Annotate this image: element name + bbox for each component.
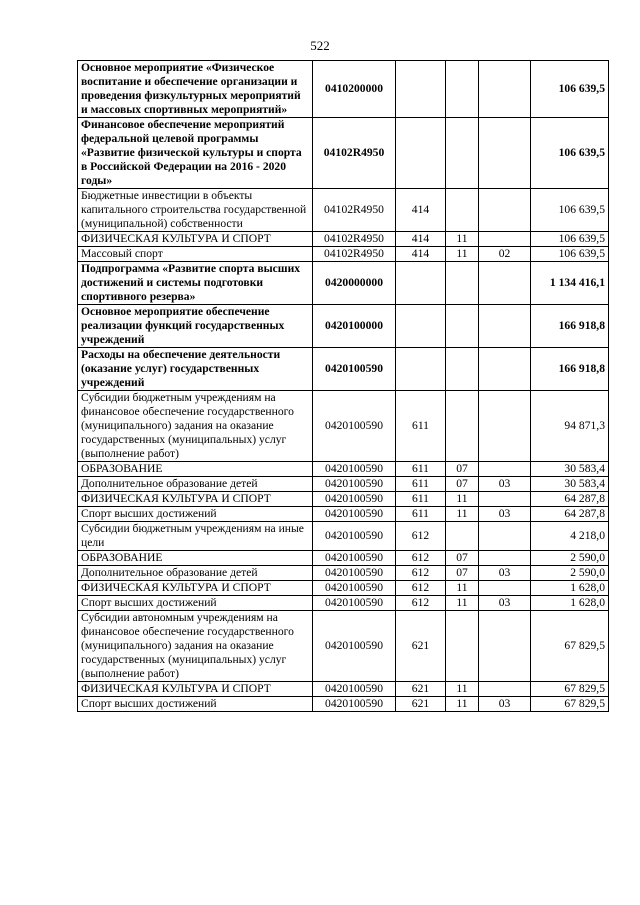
subsection	[479, 61, 531, 118]
amount: 2 590,0	[531, 551, 609, 566]
section: 07	[446, 462, 479, 477]
table-row	[78, 697, 609, 712]
row-name: Основное мероприятие обеспечение реализации функций государственных учреждений	[78, 305, 313, 348]
amount: 1 628,0	[531, 596, 609, 611]
expense-type: 414	[396, 247, 446, 262]
target-code: 0420100590	[313, 611, 396, 682]
target-code: 0420100590	[313, 682, 396, 697]
subsection: 03	[479, 596, 531, 611]
row-name: Расходы на обеспечение деятельности (оказание услуг) государственных учреждений	[78, 348, 313, 391]
amount: 64 287,8	[531, 492, 609, 507]
amount: 64 287,8	[531, 507, 609, 522]
amount: 2 590,0	[531, 566, 609, 581]
row-name: ОБРАЗОВАНИЕ	[78, 551, 313, 566]
amount: 1 134 416,1	[531, 262, 609, 305]
row-name: Субсидии бюджетным учреждениям на финансовое обеспечение государственного (муниципального) задания на оказание государственных (муниципальных) услуг (выполнение работ)	[78, 391, 313, 462]
row-name: Спорт высших достижений	[78, 697, 313, 712]
amount: 30 583,4	[531, 462, 609, 477]
expense-type: 414	[396, 189, 446, 232]
section: 11	[446, 596, 479, 611]
row-name: Субсидии автономным учреждениям на финансовое обеспечение государственного (муниципального) задания на оказание государственных (муниципальных) услуг (выполнение работ)	[78, 611, 313, 682]
subsection	[479, 611, 531, 682]
row-name: Финансовое обеспечение мероприятий федеральной целевой программы «Развитие физической культуры и спорта в Российской Федерации на 2016 - 2020 годы»	[78, 118, 313, 189]
subsection	[479, 492, 531, 507]
subsection	[479, 305, 531, 348]
section	[446, 262, 479, 305]
section: 11	[446, 697, 479, 712]
section	[446, 305, 479, 348]
expense-type: 414	[396, 232, 446, 247]
section: 07	[446, 477, 479, 492]
expense-type: 612	[396, 566, 446, 581]
budget-table-body	[78, 61, 609, 712]
target-code: 04102R4950	[313, 189, 396, 232]
subsection	[479, 682, 531, 697]
row-name: Массовый спорт	[78, 247, 313, 262]
target-code: 0420100590	[313, 507, 396, 522]
amount: 67 829,5	[531, 697, 609, 712]
section	[446, 348, 479, 391]
amount: 106 639,5	[531, 232, 609, 247]
target-code: 0420000000	[313, 262, 396, 305]
target-code: 0420100590	[313, 477, 396, 492]
row-name: ОБРАЗОВАНИЕ	[78, 462, 313, 477]
amount: 67 829,5	[531, 682, 609, 697]
target-code: 0420100590	[313, 492, 396, 507]
target-code: 0420100590	[313, 596, 396, 611]
target-code: 0410200000	[313, 61, 396, 118]
amount: 1 628,0	[531, 581, 609, 596]
expense-type	[396, 61, 446, 118]
subsection: 03	[479, 477, 531, 492]
section: 11	[446, 232, 479, 247]
row-name: Спорт высших достижений	[78, 596, 313, 611]
target-code: 0420100590	[313, 581, 396, 596]
subsection	[479, 348, 531, 391]
section	[446, 61, 479, 118]
section: 11	[446, 247, 479, 262]
row-name: Спорт высших достижений	[78, 507, 313, 522]
expense-type: 611	[396, 507, 446, 522]
table-row	[78, 682, 609, 697]
section	[446, 611, 479, 682]
expense-type: 612	[396, 581, 446, 596]
row-name: Дополнительное образование детей	[78, 477, 313, 492]
subsection: 03	[479, 566, 531, 581]
section: 07	[446, 566, 479, 581]
subsection	[479, 462, 531, 477]
target-code: 04102R4950	[313, 118, 396, 189]
table-row	[78, 118, 609, 189]
amount: 106 639,5	[531, 118, 609, 189]
subsection	[479, 189, 531, 232]
amount: 166 918,8	[531, 348, 609, 391]
page-number: 522	[310, 38, 330, 53]
row-name: ФИЗИЧЕСКАЯ КУЛЬТУРА И СПОРТ	[78, 492, 313, 507]
target-code: 0420100590	[313, 551, 396, 566]
expense-type	[396, 348, 446, 391]
expense-type	[396, 118, 446, 189]
expense-type: 621	[396, 682, 446, 697]
section	[446, 189, 479, 232]
table-row	[78, 305, 609, 348]
target-code: 0420100590	[313, 391, 396, 462]
table-row	[78, 551, 609, 566]
expense-type: 611	[396, 492, 446, 507]
target-code: 04102R4950	[313, 232, 396, 247]
amount: 106 639,5	[531, 189, 609, 232]
target-code: 0420100590	[313, 462, 396, 477]
subsection: 02	[479, 247, 531, 262]
expense-type: 621	[396, 611, 446, 682]
row-name: Бюджетные инвестиции в объекты капитального строительства государственной (муниципальной) собственности	[78, 189, 313, 232]
expense-type: 611	[396, 391, 446, 462]
target-code: 04102R4950	[313, 247, 396, 262]
expense-type: 611	[396, 462, 446, 477]
amount: 106 639,5	[531, 61, 609, 118]
amount: 106 639,5	[531, 247, 609, 262]
table-row	[78, 492, 609, 507]
row-name: Подпрограмма «Развитие спорта высших достижений и системы подготовки спортивного резерва»	[78, 262, 313, 305]
table-row	[78, 566, 609, 581]
subsection	[479, 581, 531, 596]
amount: 67 829,5	[531, 611, 609, 682]
section	[446, 522, 479, 551]
table-row	[78, 61, 609, 118]
section: 11	[446, 492, 479, 507]
subsection	[479, 551, 531, 566]
row-name: Основное мероприятие «Физическое воспитание и обеспечение организации и проведения физкультурных мероприятий и массовых спортивных мероприятий»	[78, 61, 313, 118]
table-row	[78, 348, 609, 391]
table-row	[78, 247, 609, 262]
row-name: Субсидии бюджетным учреждениям на иные цели	[78, 522, 313, 551]
subsection: 03	[479, 697, 531, 712]
target-code: 0420100590	[313, 348, 396, 391]
subsection	[479, 391, 531, 462]
subsection: 03	[479, 507, 531, 522]
table-row	[78, 522, 609, 551]
table-row	[78, 262, 609, 305]
row-name: ФИЗИЧЕСКАЯ КУЛЬТУРА И СПОРТ	[78, 581, 313, 596]
amount: 94 871,3	[531, 391, 609, 462]
section	[446, 118, 479, 189]
row-name: Дополнительное образование детей	[78, 566, 313, 581]
subsection	[479, 262, 531, 305]
table-row	[78, 477, 609, 492]
amount: 30 583,4	[531, 477, 609, 492]
section: 11	[446, 682, 479, 697]
expense-type	[396, 305, 446, 348]
target-code: 0420100590	[313, 566, 396, 581]
section: 11	[446, 581, 479, 596]
subsection	[479, 522, 531, 551]
table-row	[78, 596, 609, 611]
subsection	[479, 118, 531, 189]
section: 07	[446, 551, 479, 566]
table-row	[78, 581, 609, 596]
table-row	[78, 391, 609, 462]
row-name: ФИЗИЧЕСКАЯ КУЛЬТУРА И СПОРТ	[78, 232, 313, 247]
expense-type: 621	[396, 697, 446, 712]
section	[446, 391, 479, 462]
table-row	[78, 189, 609, 232]
amount: 4 218,0	[531, 522, 609, 551]
target-code: 0420100590	[313, 697, 396, 712]
expense-type: 612	[396, 551, 446, 566]
target-code: 0420100590	[313, 522, 396, 551]
table-row	[78, 462, 609, 477]
expense-type: 612	[396, 596, 446, 611]
table-row	[78, 507, 609, 522]
amount: 166 918,8	[531, 305, 609, 348]
expense-type: 612	[396, 522, 446, 551]
table-row	[78, 611, 609, 682]
expense-type	[396, 262, 446, 305]
table-row	[78, 232, 609, 247]
target-code: 0420100000	[313, 305, 396, 348]
budget-table	[77, 60, 609, 712]
section: 11	[446, 507, 479, 522]
expense-type: 611	[396, 477, 446, 492]
subsection	[479, 232, 531, 247]
row-name: ФИЗИЧЕСКАЯ КУЛЬТУРА И СПОРТ	[78, 682, 313, 697]
